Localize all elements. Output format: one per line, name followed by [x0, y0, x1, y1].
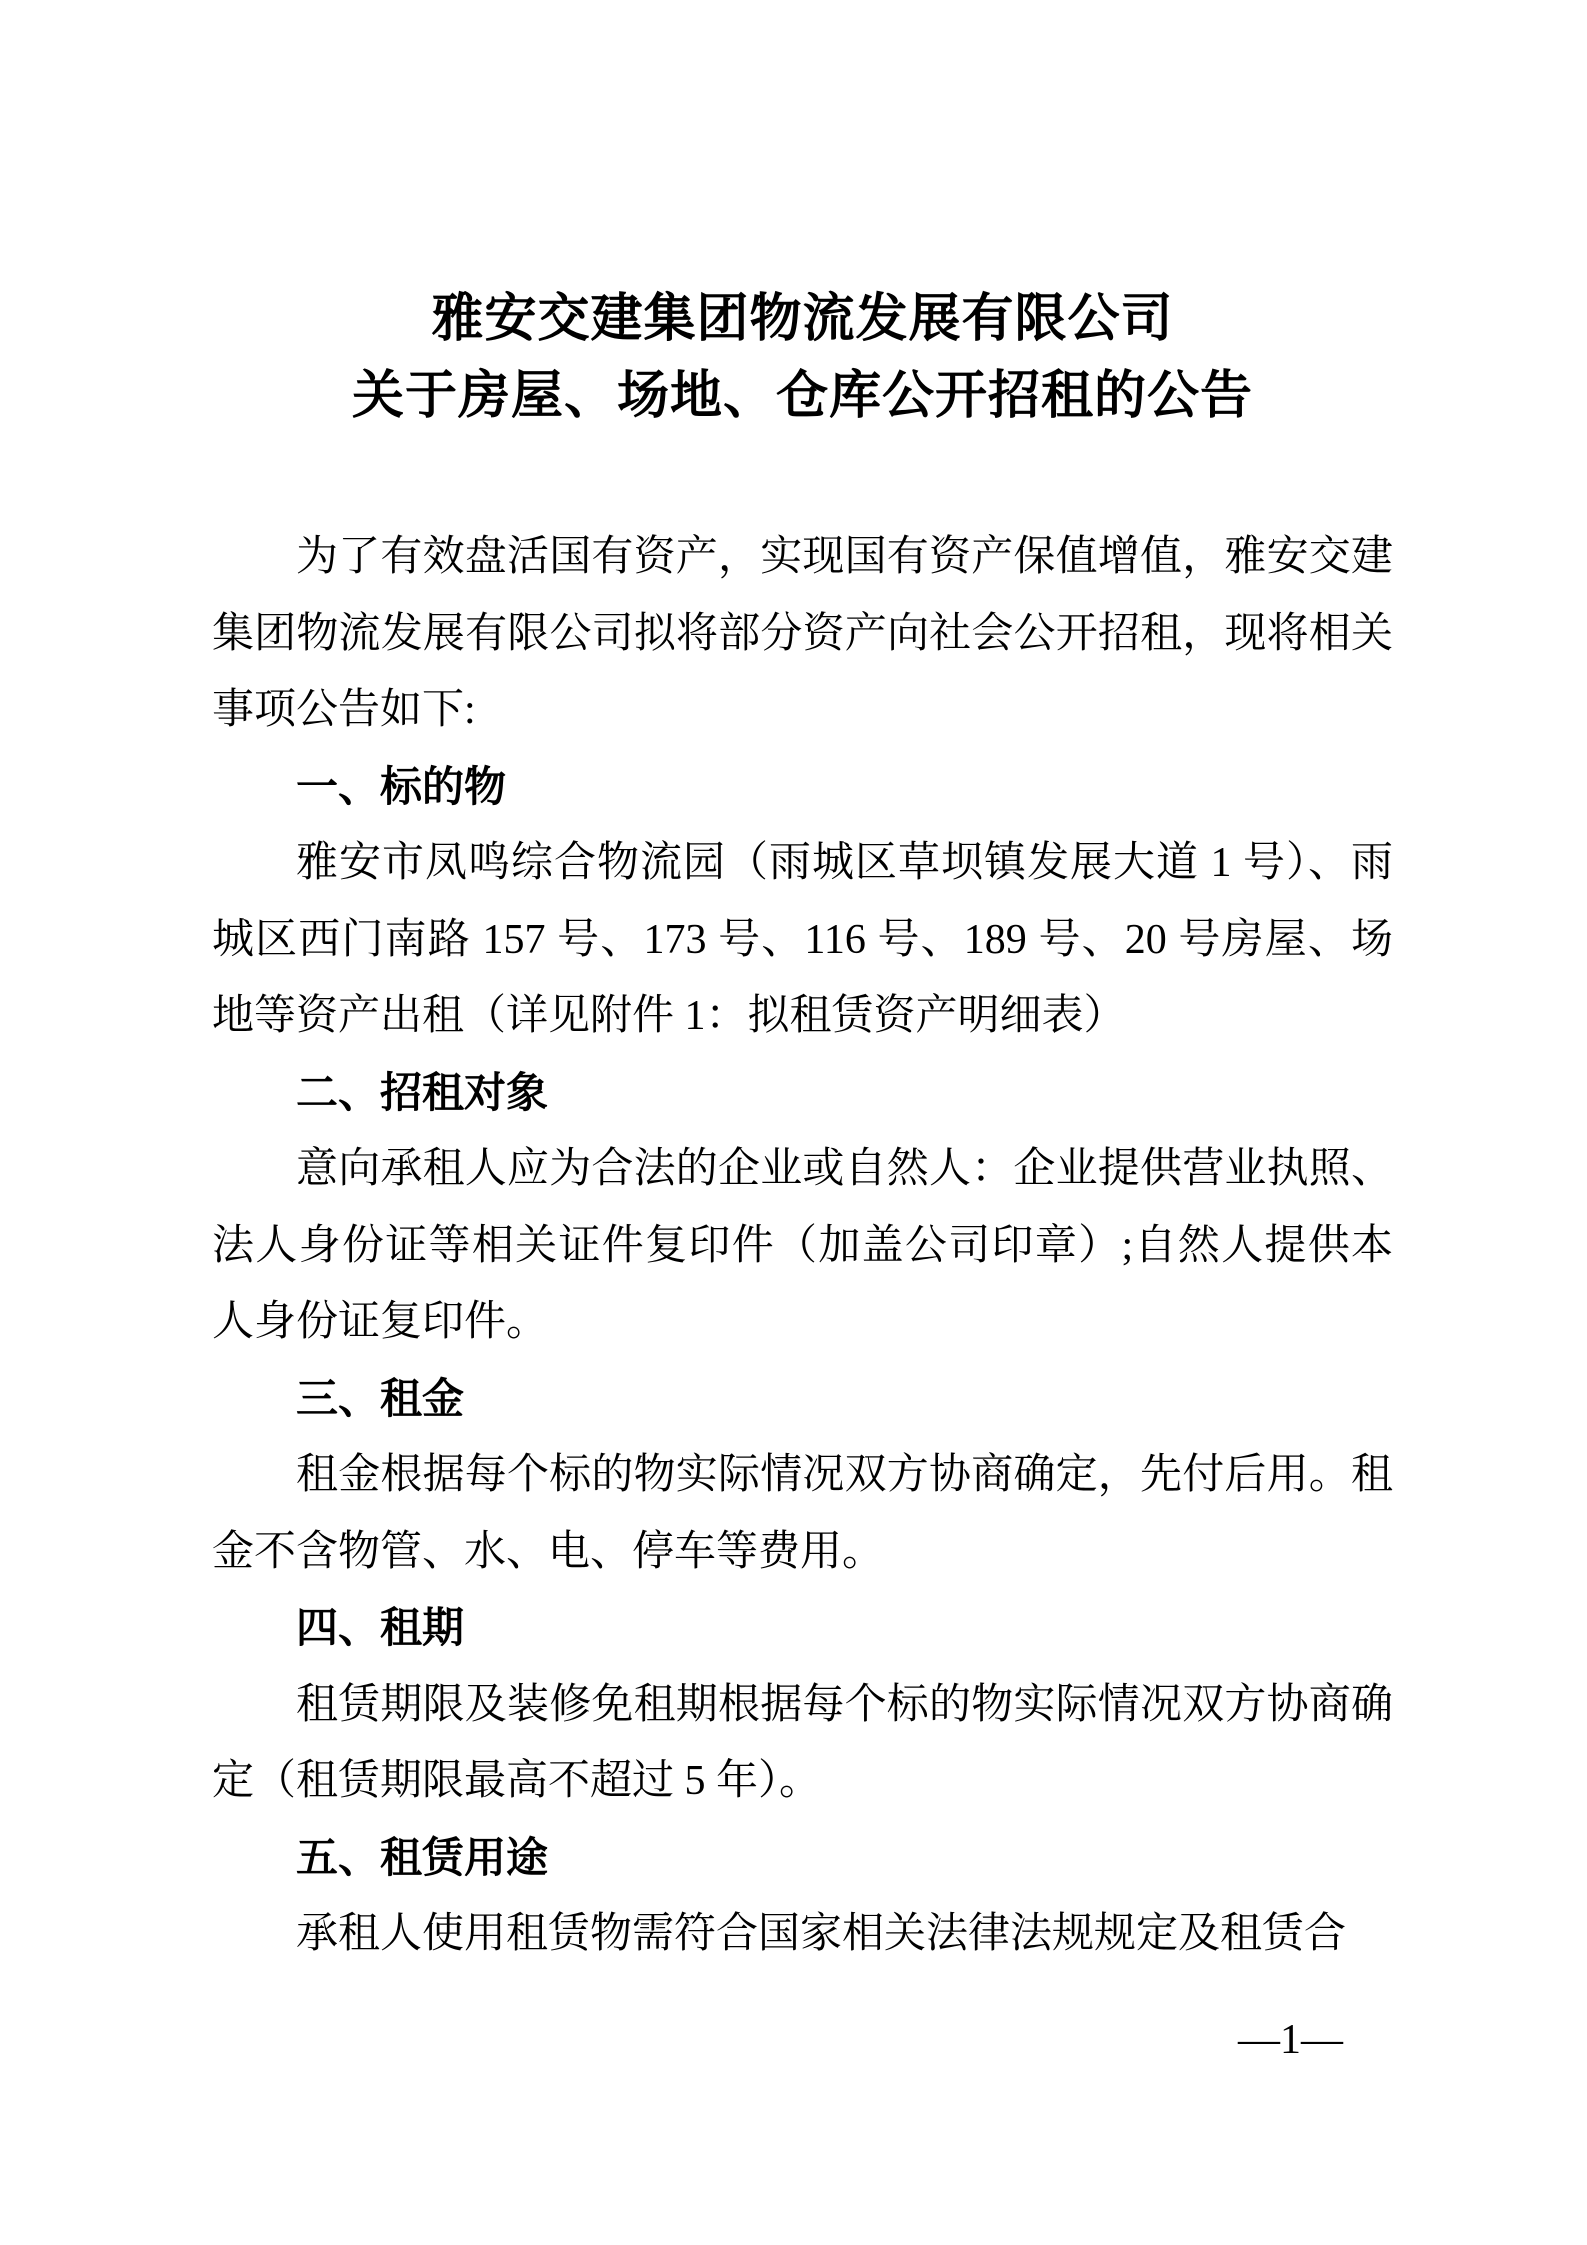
section-3-body: 租金根据每个标的物实际情况双方协商确定，先付后用。租金不含物管、水、电、停车等费用。 [212, 1452, 1393, 1575]
section-1-body: 雅安市凤鸣综合物流园（雨城区草坝镇发展大道 1 号）、雨城区西门南路 157 号、173 号、116 号、189 号、20 号房屋、场地等资产出租（详见附件 1：拟租赁资产明细表） [212, 840, 1393, 1039]
section-4-heading: 四、租期 [296, 1604, 465, 1651]
intro-paragraph: 为了有效盘活国有资产，实现国有资产保值增值，雅安交建集团物流发展有限公司拟将部分资产向社会公开招租，现将相关事项公告如下: [212, 534, 1393, 733]
page-number: —1— [1238, 2017, 1343, 2063]
document-title [212, 282, 1393, 435]
section-4-body: 租赁期限及装修免租期根据每个标的物实际情况双方协商确定（租赁期限最高不超过 5 年）。 [212, 1681, 1393, 1804]
section-3-heading: 三、租金 [296, 1374, 465, 1422]
document-title-line-2: 关于房屋、场地、仓库公开招租的公告 [351, 367, 1253, 425]
section-1-heading: 一、标的物 [296, 762, 507, 810]
document-content [212, 0, 1393, 1973]
section-5-heading: 五、租赁用途 [296, 1833, 549, 1881]
section-2-heading: 二、招租对象 [296, 1068, 549, 1116]
section-2-body: 意向承租人应为合法的企业或自然人：企业提供营业执照、法人身份证等相关证件复印件（加盖公司印章）;自然人提供本人身份证复印件。 [212, 1146, 1393, 1345]
section-5-body: 承租人使用租赁物需符合国家相关法律法规规定及租赁合 [296, 1911, 1347, 1957]
document-title-line-1: 雅安交建集团物流发展有限公司 [431, 291, 1174, 348]
